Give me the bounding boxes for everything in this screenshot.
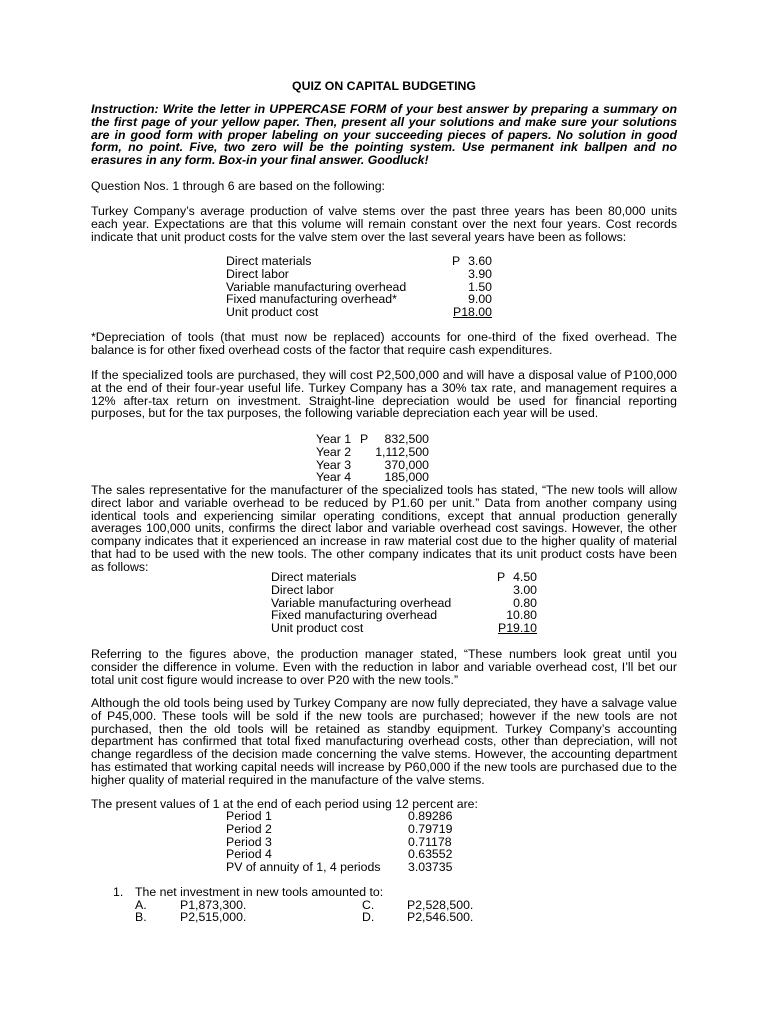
row-label: Unit product cost (271, 621, 364, 636)
row-value: 0.71178 (408, 834, 452, 849)
paragraph-old-tools: Although the old tools being used by Turkey Company are now fully depreciated, they have a salvage value of P45,000. These tools will be sold if the new tools are purchased; however if the new tools are not purchased, then the old tools will be retained as standby equipment. Turkey Company’s accounting department has confirmed that total fixed manufacturing overhead costs, other than depreciation, will not change regardless of the decision made concerning the valve stems. However, the accounting department has estimated that working capital needs will increase by P60,000 if the new tools are purchased due to the higher quality of material required in the manufacture of the valve stems. (91, 696, 677, 787)
row-label: Unit product cost (226, 305, 319, 320)
paragraph-depreciation-note: *Depreciation of tools (that must now be replaced) accounts for one-third of the fixed overhead. The balance is for other fixed overhead costs of the factor that require cash expenditures. (91, 330, 677, 357)
table-row (271, 584, 541, 597)
row-value: 0.63552 (408, 847, 453, 862)
paragraph-production-manager: Referring to the figures above, the production manager stated, “These numbers look great until you consider the difference in volume. Even with the reduction in labor and variable overhead cost, I’ll bet our total unit cost figure would increase to over P20 with the new tools.” (91, 647, 677, 687)
row-value: 832,500 (384, 432, 429, 446)
currency-symbol: P (360, 432, 369, 446)
question-intro: Question Nos. 1 through 6 are based on the following: (91, 179, 385, 193)
question-1-text: The net investment in new tools amounted to: (135, 885, 384, 899)
cost-table-other-company (271, 571, 541, 635)
row-value: 9.00 (468, 292, 492, 307)
row-label: Period 3 (226, 834, 272, 849)
table-row (226, 306, 496, 319)
currency-symbol: P (452, 254, 461, 268)
table-row (226, 268, 496, 281)
row-label: Direct labor (226, 266, 289, 281)
row-value: 3.00 (513, 582, 537, 597)
row-label: Year 1 (316, 432, 352, 446)
table-row (271, 622, 541, 635)
row-label: Period 1 (226, 809, 272, 823)
table-row (226, 255, 496, 268)
choice-a-letter: A. (135, 898, 147, 912)
table-row (226, 823, 466, 836)
choice-c-text: P2,528,500. (407, 898, 474, 912)
choice-c-letter: C. (362, 898, 375, 912)
choice-d-letter: D. (362, 910, 375, 924)
row-value: 10.80 (506, 608, 537, 623)
present-value-table (226, 810, 466, 874)
row-label: Direct labor (271, 582, 334, 597)
currency-symbol: P (497, 570, 506, 584)
table-row (226, 810, 466, 823)
pv-intro: The present values of 1 at the end of each period using 12 percent are: (91, 797, 478, 811)
row-label: PV of annuity of 1, 4 periods (226, 860, 381, 875)
tax-depreciation-table (316, 433, 431, 484)
choice-a-text: P1,873,300. (180, 898, 247, 912)
question-1-number: 1. (113, 885, 124, 899)
row-label: Direct materials (226, 254, 312, 268)
row-value: 3.03735 (408, 860, 453, 875)
choice-d-text: P2,546.500. (407, 910, 474, 924)
row-value: 0.80 (513, 595, 537, 610)
cost-table-turkey (226, 255, 496, 319)
paragraph-sales-rep: The sales representative for the manufacturer of the specialized tools has stated, “The new tools will allow direct labor and variable overhead to be reduced by P1.60 per unit.” Data from another company using identical tools and experiencing similar operating conditions, except that annual production generally averages 100,000 units, confirms the direct labor and variable overhead cost savings. However, the other company indicates that it experienced an increase in raw material cost due to the higher quality of material that had to be used with the new tools. The other company indicates that its unit product costs have been as follows: (91, 483, 677, 574)
row-label: Year 4 (316, 470, 352, 485)
row-value: 4.50 (513, 570, 537, 584)
row-value: 1.50 (468, 279, 492, 294)
choice-b-text: P2,515,000. (180, 910, 247, 924)
row-total-value: P18.00 (453, 305, 492, 320)
row-value: 0.79719 (408, 821, 453, 836)
table-row (316, 446, 431, 459)
row-value: 370,000 (384, 457, 429, 472)
paragraph-production: Turkey Company’s average production of valve stems over the past three years has been 80,000 units each year. Expectations are that this volume will remain constant over the next four years. Cost records indicate that unit product costs for the valve stem over the last several years have been as follows: (91, 204, 677, 244)
table-row (226, 861, 466, 874)
row-label: Period 4 (226, 847, 272, 862)
row-label: Direct materials (271, 570, 357, 584)
choice-b-letter: B. (135, 910, 147, 924)
row-label: Variable manufacturing overhead (271, 595, 452, 610)
row-value: 3.90 (468, 266, 492, 281)
row-value: 185,000 (384, 470, 429, 485)
page-title: QUIZ ON CAPITAL BUDGETING (292, 79, 476, 93)
row-label: Fixed manufacturing overhead (271, 608, 438, 623)
row-value: 0.89286 (408, 809, 453, 823)
row-label: Variable manufacturing overhead (226, 279, 407, 294)
paragraph-specialized-tools: If the specialized tools are purchased, they will cost P2,500,000 and will have a disposal value of P100,000 at the end of their four-year useful life. Turkey Company has a 30% tax rate, and management requires a 12% after-tax return on investment. Straight-line depreciation would be used for financial reporting purposes, but for the tax purposes, the following variable depreciation each year will be used. (91, 368, 677, 421)
row-value: 1,112,500 (375, 444, 429, 459)
row-label: Year 2 (316, 444, 352, 459)
row-label: Fixed manufacturing overhead* (226, 292, 397, 307)
instruction-paragraph: Instruction: Write the letter in UPPERCASE FORM of your best answer by preparing a summary on the first page of your yellow paper. Then, present all your solutions and make sure your solutions are in good form with proper labeling on your succeeding pieces of papers. No solution in good form, no point. Five, two zero will be the pointing system. Use permanent ink ballpen and no erasures in any form. Box-in your final answer. Goodluck! (91, 102, 677, 168)
table-row (316, 433, 431, 446)
row-label: Year 3 (316, 457, 352, 472)
row-total-value: P19.10 (498, 621, 537, 636)
row-label: Period 2 (226, 821, 272, 836)
row-value: 3.60 (468, 254, 492, 268)
table-row (271, 571, 541, 584)
